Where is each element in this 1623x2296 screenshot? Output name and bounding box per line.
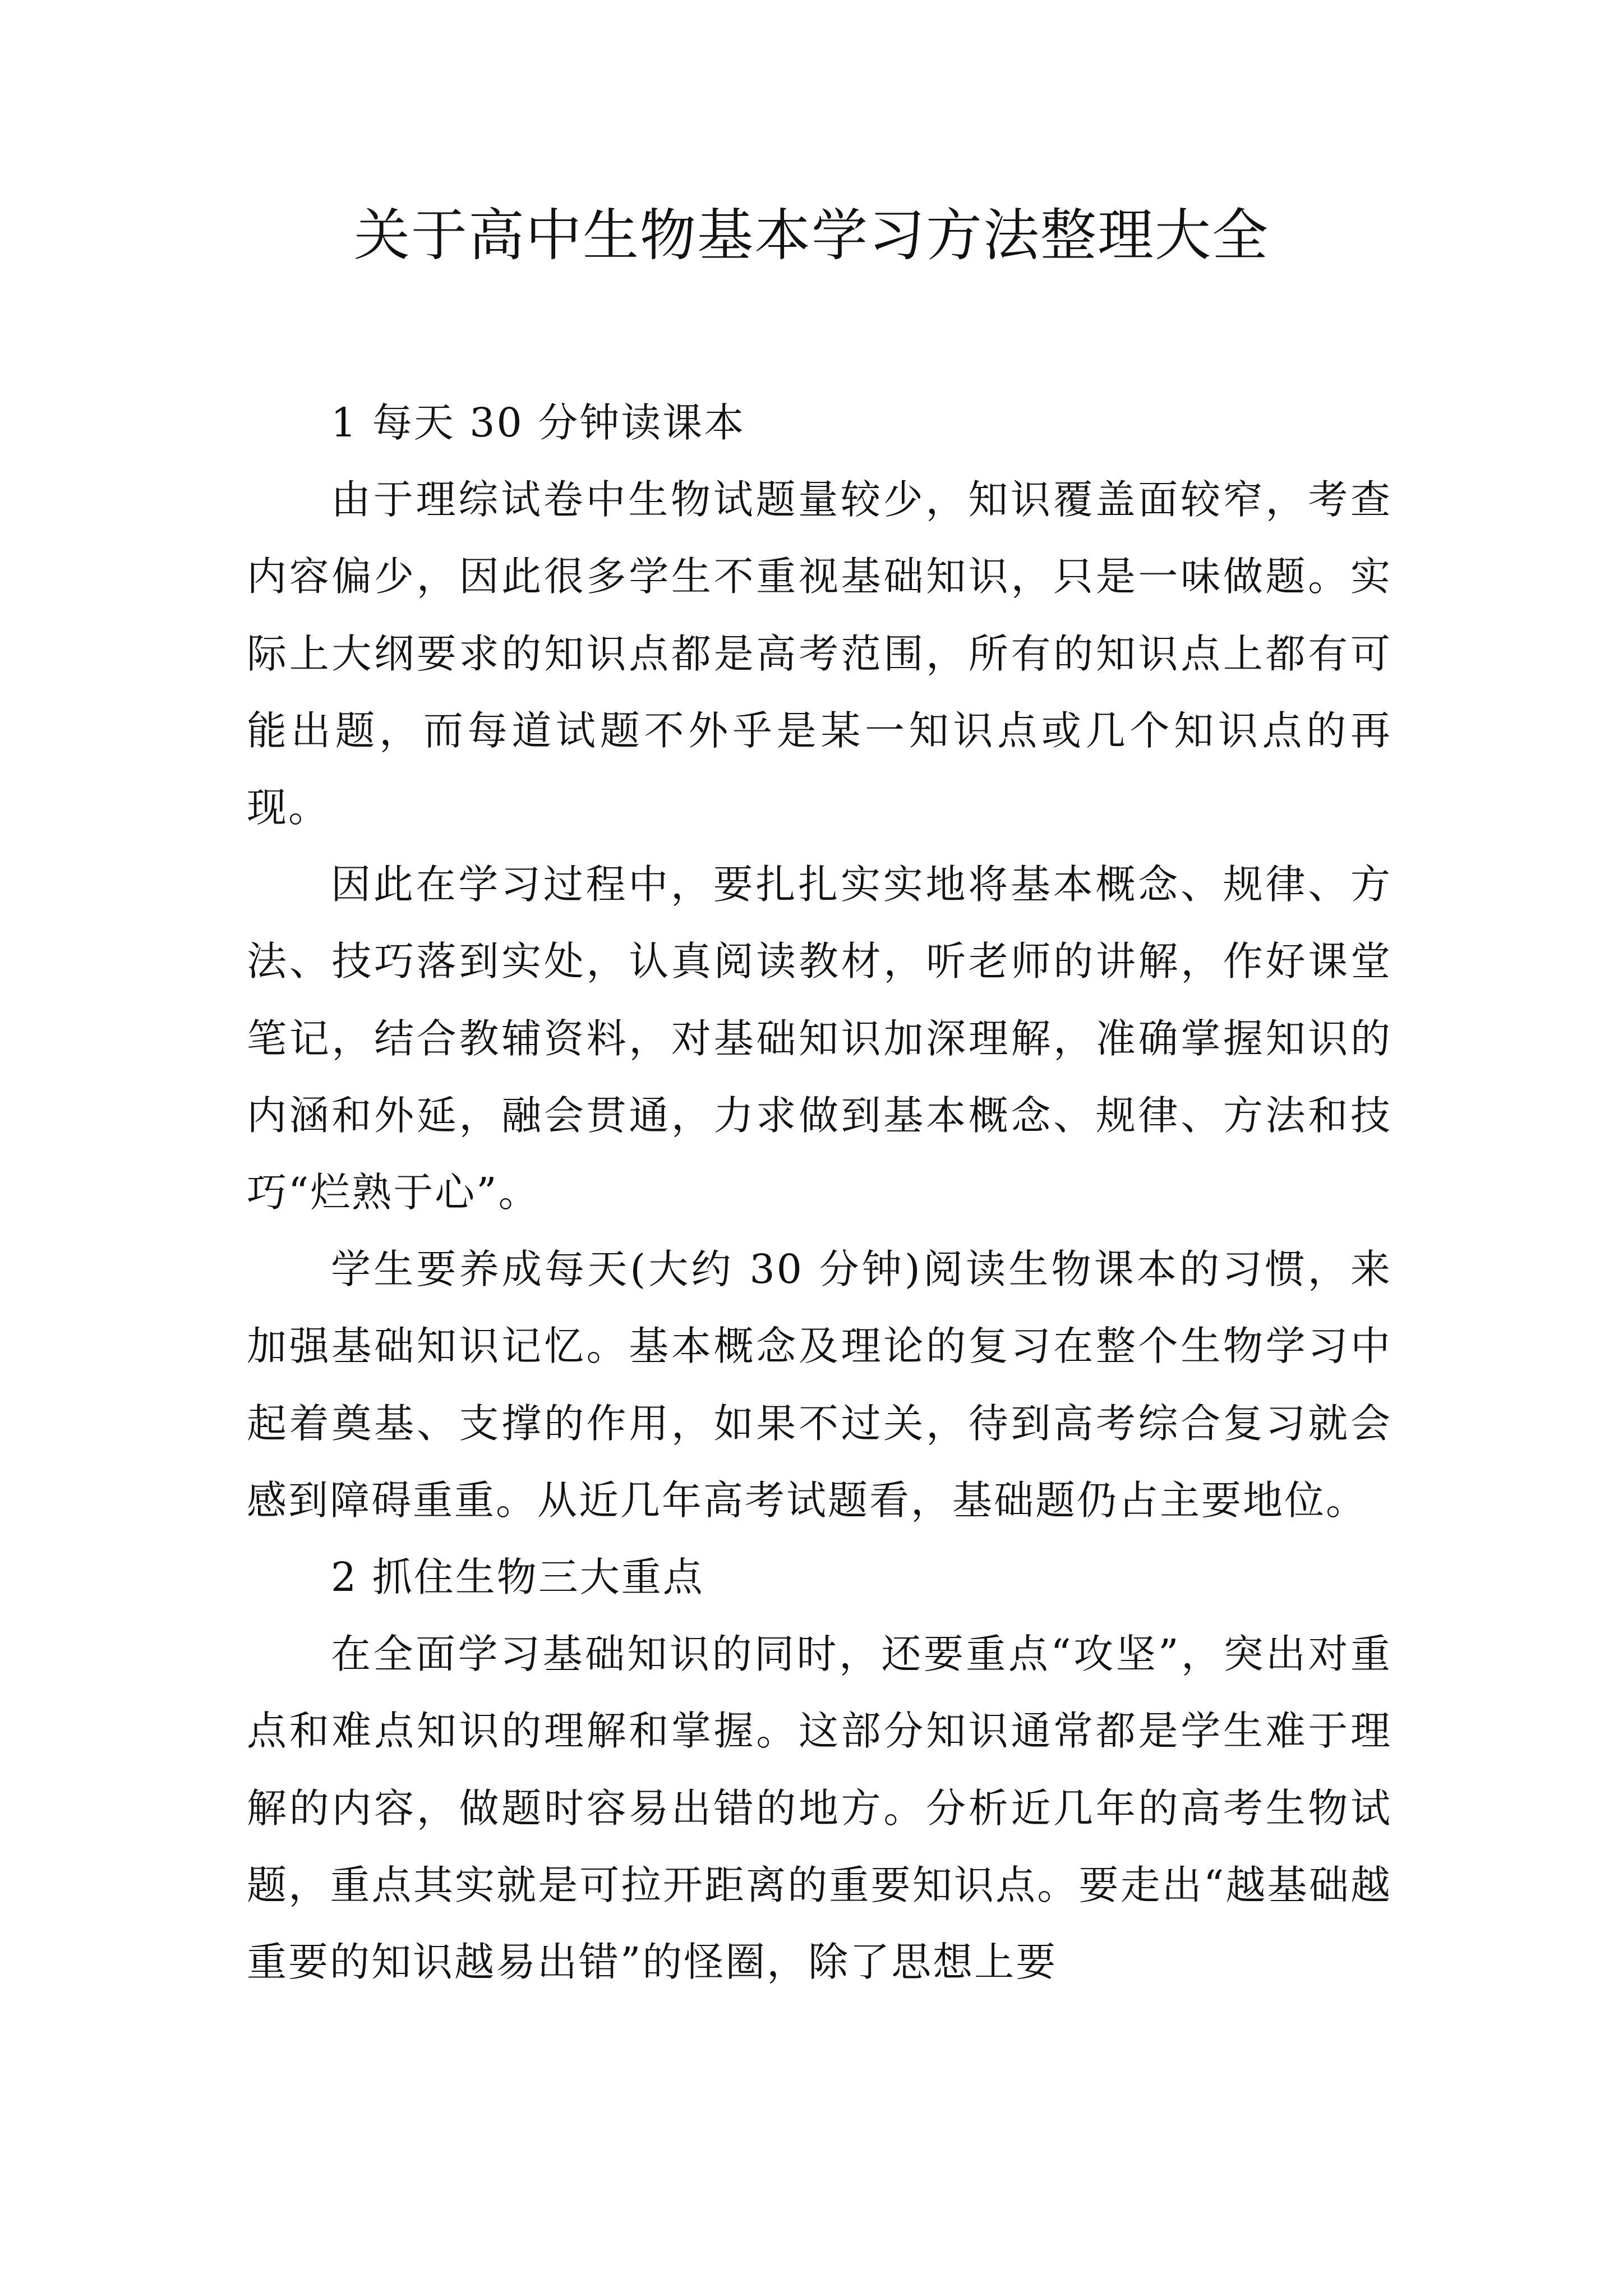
document-title: 关于高中生物基本学习方法整理大全	[354, 203, 1269, 268]
paragraph: 学生要养成每天(大约 30 分钟)阅读生物课本的习惯，来加强基础知识记忆。基本概念及理论的复习在整个生物学习中起着奠基、支撑的作用，如果不过关，待到高考综合复习就会感到障碍重重。从近几年高考试题看，基础题仍占主要地位。	[247, 1246, 1392, 1524]
paragraph: 由于理综试卷中生物试题量较少，知识覆盖面较窄，考查内容偏少，因此很多学生不重视基础知识，只是一味做题。实际上大纲要求的知识点都是高考范围，所有的知识点上都有可能出题，而每道试题不外乎是某一知识点或几个知识点的再现。	[247, 476, 1392, 831]
section-heading-2: 2 抓住生物三大重点	[331, 1554, 704, 1601]
document-body	[247, 384, 1392, 2000]
paragraph: 在全面学习基础知识的同时，还要重点“攻坚”，突出对重点和难点知识的理解和掌握。这部分知识通常都是学生难于理解的内容，做题时容易出错的地方。分析近几年的高考生物试题，重点其实就是可拉开距离的重要知识点。要走出“越基础越重要的知识越易出错”的怪圈，除了思想上要	[247, 1631, 1392, 1986]
paragraph: 因此在学习过程中，要扎扎实实地将基本概念、规律、方法、技巧落到实处，认真阅读教材，听老师的讲解，作好课堂笔记，结合教辅资料，对基础知识加深理解，准确掌握知识的内涵和外延，融会贯通，力求做到基本概念、规律、方法和技巧“烂熟于心”。	[247, 861, 1392, 1216]
section-heading-1: 1 每天 30 分钟读课本	[331, 399, 746, 446]
